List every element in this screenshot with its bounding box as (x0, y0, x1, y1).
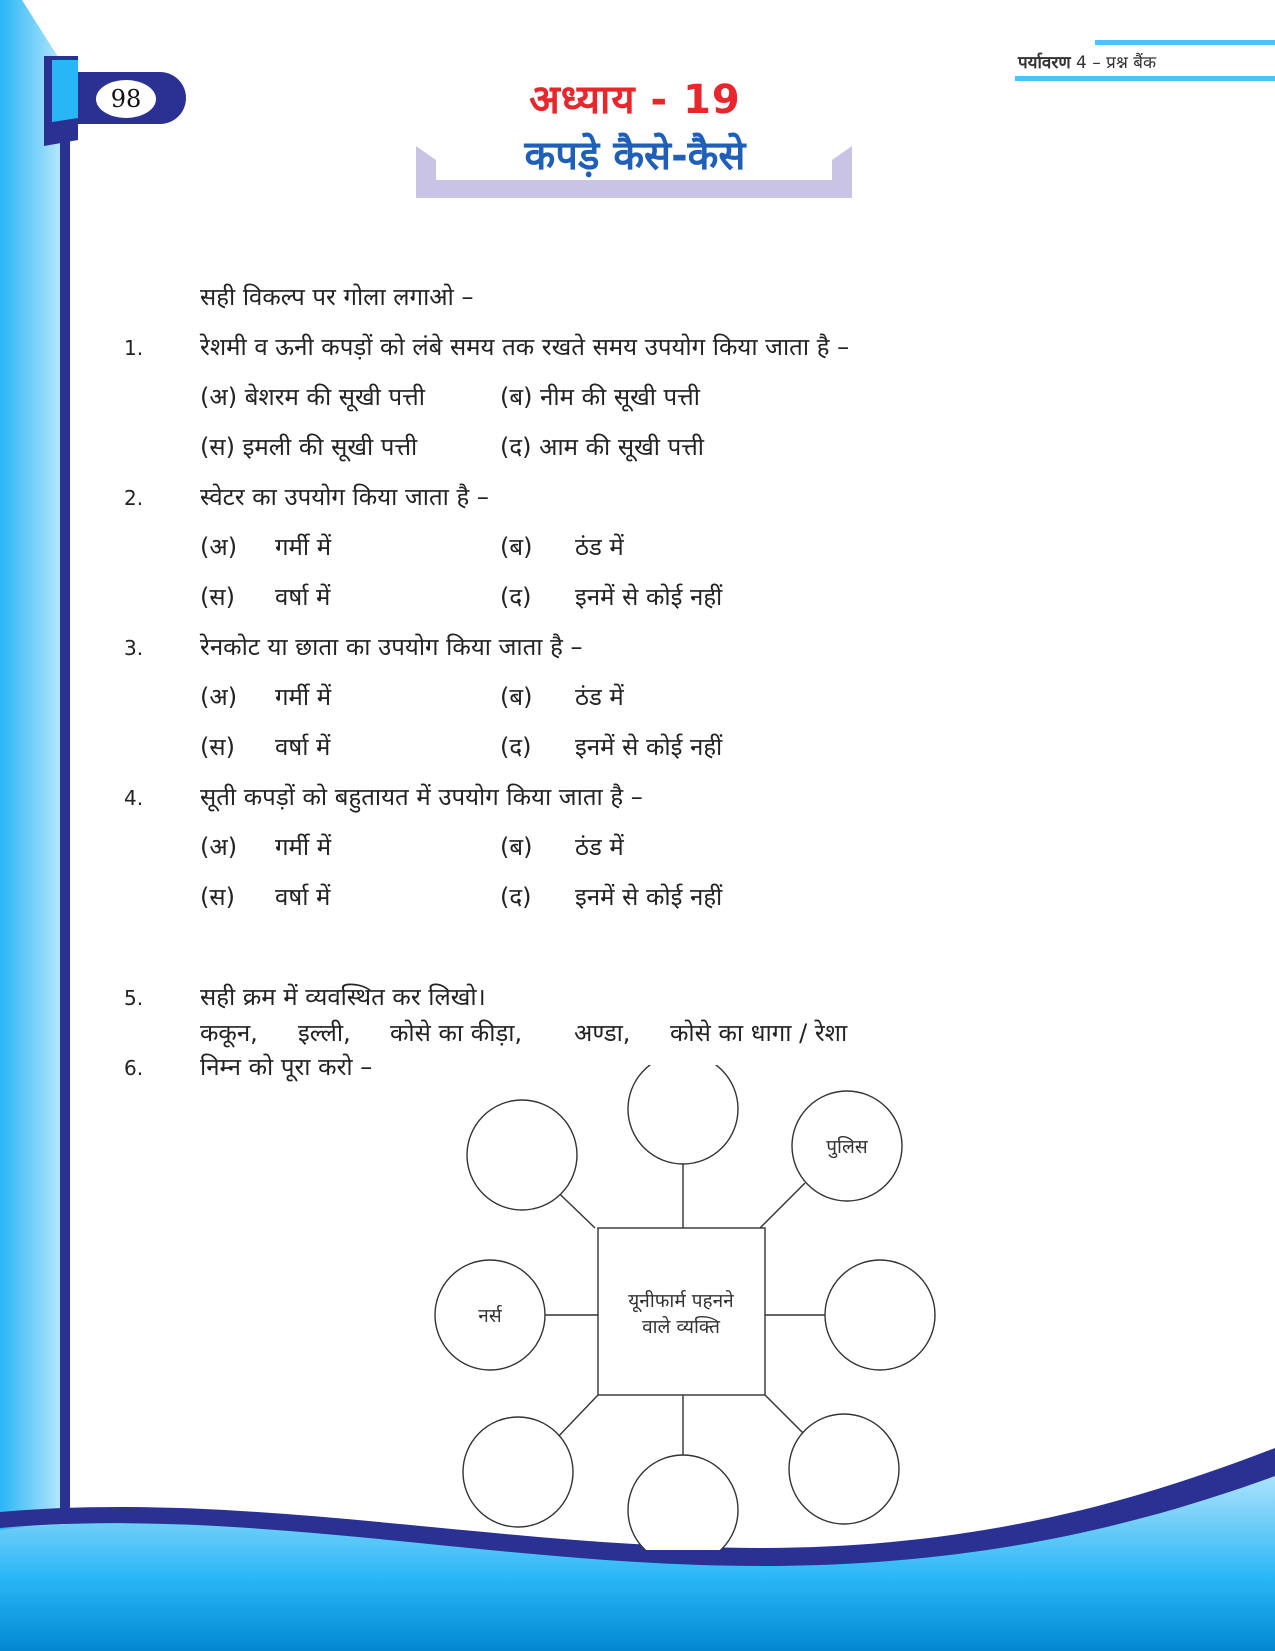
sequence-item: कोसे का धागा / रेशा (670, 1019, 848, 1047)
answer-circle[interactable] (463, 1417, 573, 1527)
connector-line (760, 1183, 805, 1228)
question-text: रेशमी व ऊनी कपड़ों को लंबे समय तक रखते समय उपयोग किया जाता है – (200, 333, 850, 361)
book-title-subject: पर्यावरण (1018, 53, 1071, 73)
option-d[interactable]: इनमें से कोई नहीं (575, 883, 723, 911)
center-label-line2: वाले व्यक्ति (642, 1316, 720, 1338)
option-c[interactable]: वर्षा में (275, 733, 331, 761)
option-b-mark[interactable]: (ब) (500, 683, 533, 711)
question-number: 1. (124, 336, 144, 360)
center-label-line1: यूनीफार्म पहनने (628, 1290, 734, 1312)
question-number: 5. (124, 986, 144, 1010)
option-d[interactable]: (द) आम की सूखी पत्ती (500, 433, 705, 461)
answer-circle[interactable] (825, 1260, 935, 1370)
option-a[interactable]: (अ) बेशरम की सूखी पत्ती (200, 383, 425, 411)
book-title-rest: 4 – प्रश्न बैंक (1076, 53, 1157, 73)
book-title (1018, 50, 1156, 73)
option-a-mark[interactable]: (अ) (200, 833, 238, 861)
option-c-mark[interactable]: (स) (200, 883, 235, 911)
option-d[interactable]: इनमें से कोई नहीं (575, 583, 723, 611)
option-a[interactable]: गर्मी में (275, 833, 332, 861)
option-d-mark[interactable]: (द) (500, 883, 532, 911)
question-text: रेनकोट या छाता का उपयोग किया जाता है – (200, 633, 583, 661)
answer-circle[interactable] (628, 1065, 738, 1164)
question-number: 3. (124, 636, 144, 660)
question-number: 2. (124, 486, 144, 510)
option-a[interactable]: गर्मी में (275, 533, 332, 561)
sequence-item: कोसे का कीड़ा, (390, 1019, 523, 1047)
option-b-mark[interactable]: (ब) (500, 833, 533, 861)
option-c[interactable]: वर्षा में (275, 583, 331, 611)
question-text: स्वेटर का उपयोग किया जाता है – (200, 483, 489, 511)
option-b[interactable]: ठंड में (575, 683, 624, 711)
option-b-mark[interactable]: (ब) (500, 533, 533, 561)
question-text: सूती कपड़ों को बहुतायत में उपयोग किया जाता है – (200, 783, 643, 811)
option-d[interactable]: इनमें से कोई नहीं (575, 733, 723, 761)
sequence-item: इल्ली, (298, 1019, 351, 1047)
chapter-label: अध्याय - 19 (529, 77, 741, 123)
uniform-mind-map (430, 1065, 940, 1550)
option-c[interactable]: (स) इमली की सूखी पत्ती (200, 433, 418, 461)
answer-circle[interactable] (789, 1414, 899, 1524)
question-text: सही क्रम में व्यवस्थित कर लिखो। (200, 983, 486, 1011)
option-c[interactable]: वर्षा में (275, 883, 331, 911)
label-nurse: नर्स (478, 1305, 502, 1327)
instruction: सही विकल्प पर गोला लगाओ – (200, 283, 474, 311)
option-b[interactable]: (ब) नीम की सूखी पत्ती (500, 383, 700, 411)
option-a[interactable]: गर्मी में (275, 683, 332, 711)
chapter-title: कपड़े कैसे-कैसे (524, 133, 746, 179)
option-d-mark[interactable]: (द) (500, 583, 532, 611)
option-a-mark[interactable]: (अ) (200, 533, 238, 561)
option-d-mark[interactable]: (द) (500, 733, 532, 761)
option-b[interactable]: ठंड में (575, 833, 624, 861)
answer-circle[interactable] (467, 1100, 577, 1210)
label-police: पुलिस (826, 1136, 868, 1158)
option-a-mark[interactable]: (अ) (200, 683, 238, 711)
sequence-item: ककून, (200, 1019, 258, 1047)
page-number: 98 (96, 80, 156, 118)
option-c-mark[interactable]: (स) (200, 733, 235, 761)
option-b[interactable]: ठंड में (575, 533, 624, 561)
sequence-item: अण्डा, (574, 1019, 631, 1047)
connector-line (555, 1395, 598, 1440)
question-text: निम्न को पूरा करो – (200, 1053, 373, 1081)
option-c-mark[interactable]: (स) (200, 583, 235, 611)
question-number: 4. (124, 786, 144, 810)
answer-circle[interactable] (628, 1455, 738, 1550)
question-number: 6. (124, 1056, 144, 1080)
